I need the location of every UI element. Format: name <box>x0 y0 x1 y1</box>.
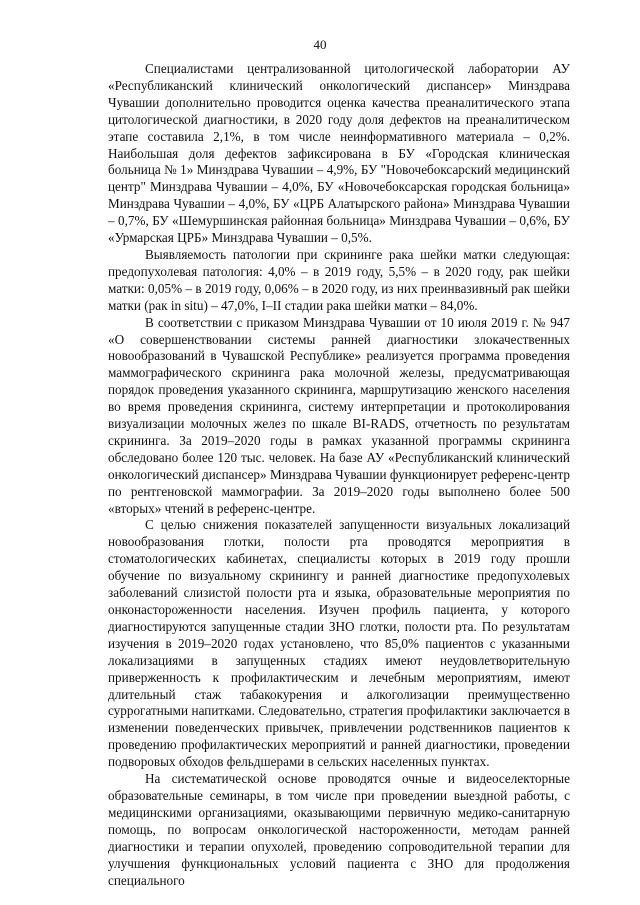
paragraph-mammography-program: В соответствии с приказом Минздрава Чувашии от 10 июля 2019 г. № 947 «О совершенствовании системы ранней диагностики злокачественных новообразований в Чувашской Республике» реализуется программа проведения маммографического скрининга рака молочной железы, предусматривающая порядок проведения указанного скрининга, маршрутизацию женского населения во время проведения скрининга, систему интерпретации и протоколирования визуализации молочных желез по шкале BI-RADS, отчетность по результатам скрининга. За 2019–2020 годы в рамках указанной программы скрининга обследовано более 120 тыс. человек. На базе АУ «Республиканский клинический онкологический диспансер» Минздрава Чувашии функционирует референс-центр по рентгеновской маммографии. За 2019–2020 годы выполнено более 500 «вторых» чтений в референс-центре. <box>108 314 570 516</box>
paragraph-educational-seminars: На систематической основе проводятся очные и видеоселекторные образовательные семинары, в том числе при проведении выездной работы, с медицинскими организациями, оказывающими первичную медико-санитарную помощь, по вопросам онкологической настороженности, методам ранней диагностики и терапии опухолей, проведению сопроводительной терапии для улучшения функциональных условий пациента с ЗНО для продолжения специального <box>108 771 570 888</box>
paragraph-cervical-screening: Выявляемость патологии при скрининге рака шейки матки следующая: предопухолевая патология: 4,0% – в 2019 году, 5,5% – в 2020 году, рак шейки матки: 0,05% – в 2019 году, 0,06% – в 2020 году, из них преинвазивный рак шейки матки (рак in situ) – 47,0%, I–II стадии рака шейки матки – 84,0%. <box>108 246 570 313</box>
paragraph-cytology-quality: Специалистами централизованной цитологической лаборатории АУ «Республиканский клинический онкологический диспансер» Минздрава Чувашии дополнительно проводится оценка качества преаналитического этапа цитологической диагностики, в 2020 году доля дефектов на преаналитическом этапе составила 2,1%, в том числе неинформативного материала – 0,2%. Наибольшая доля дефектов зафиксирована в БУ «Городская клиническая больница № 1» Минздрава Чувашии – 4,9%, БУ "Новочебоксарский медицинский центр" Минздрава Чувашии – 4,0%, БУ «Новочебоксарская городская больница» Минздрава Чувашии – 4,0%, БУ «ЦРБ Алатырского района» Минздрава Чувашии – 0,7%, БУ «Шемуршинская районная больница» Минздрава Чувашии – 0,6%, БУ «Урмарская ЦРБ» Минздрава Чувашии – 0,5%. <box>108 61 570 246</box>
page-number: 40 <box>313 37 327 52</box>
paragraph-oral-cancer-measures: С целью снижения показателей запущенности визуальных локализаций новообразования глотки, полости рта проводятся мероприятия в стоматологических кабинетах, специалисты которых в 2019 году прошли обучение по визуальному скринингу и ранней диагностике предопухолевых заболеваний слизистой полости рта и языка, образовательные мероприятия по онконастороженности населения. Изучен профиль пациента, у которого диагностируются запущенные стадии ЗНО глотки, полости рта. По результатам изучения в 2019–2020 годах установлено, что 85,0% пациентов с указанными локализациями в запущенных стадиях имеют неудовлетворительную приверженность к профилактическим и лечебным мероприятиям, имеют длительный стаж табакокурения и алкоголизации преимущественно суррогатными напитками. Следовательно, стратегия профилактики заключается в изменении поведенческих привычек, привлечении родственников пациентов к проведению профилактических мероприятий и ранней диагностики, проведении подворовых обходов фельдшерами в сельских населенных пунктах. <box>108 517 570 770</box>
document-body <box>108 61 570 889</box>
